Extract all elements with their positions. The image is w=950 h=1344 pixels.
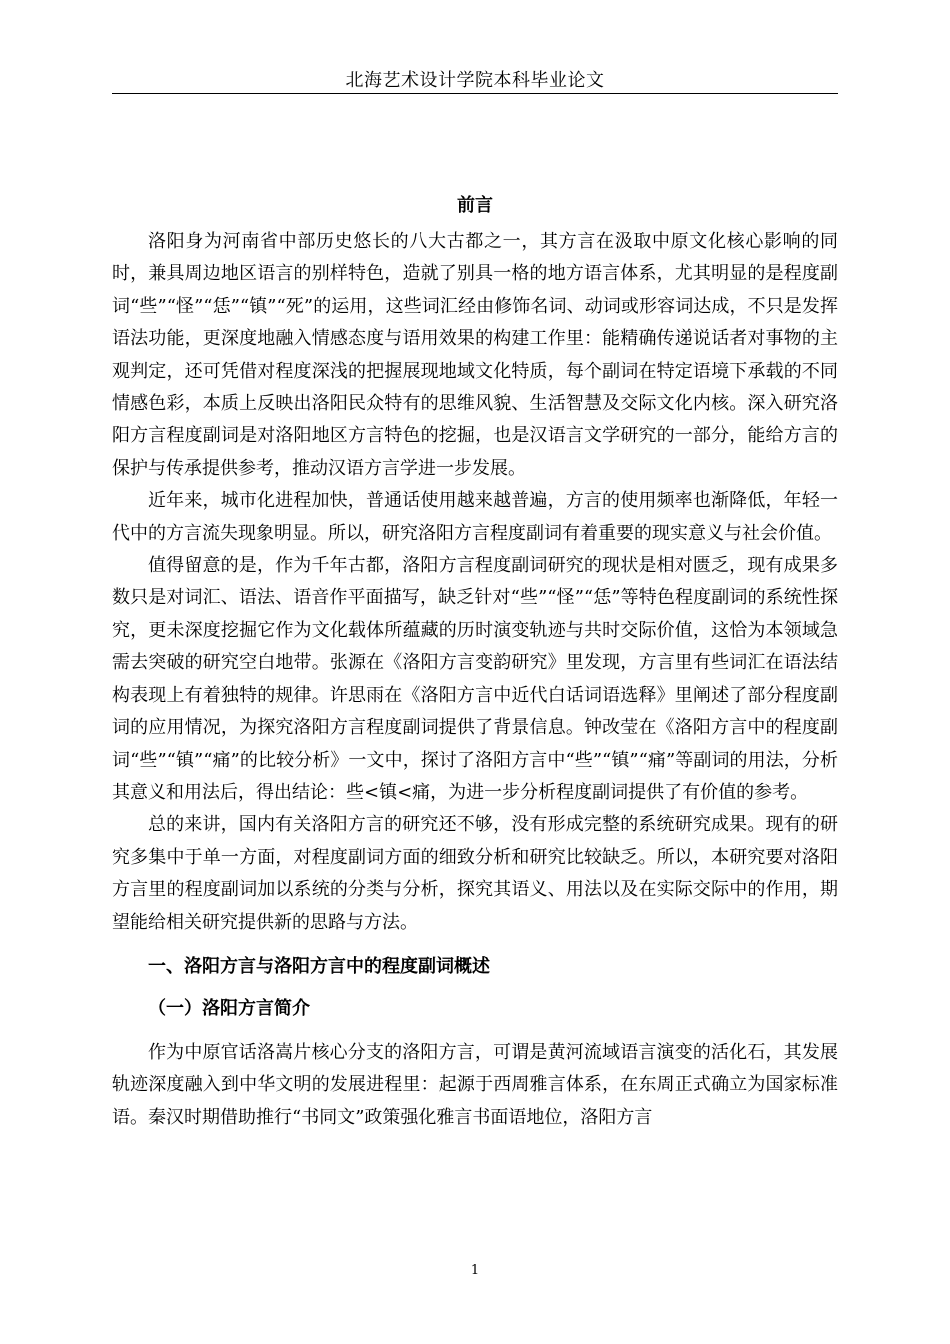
page-number: 1: [470, 1263, 480, 1278]
running-header: 北海艺术设计学院本科毕业论文: [345, 70, 605, 91]
header-rule: [112, 93, 838, 94]
preface-heading: 前言: [457, 195, 493, 216]
subsection-heading: （一）洛阳方言简介: [148, 997, 310, 1019]
preface-paragraph: 近年来，城市化进程加快，普通话使用越来越普遍，方言的使用频率也渐降低，年轻一代中的方言流失现象明显。所以，研究洛阳方言程度副词有着重要的现实意义与社会价值。: [112, 490, 838, 544]
preface-paragraph: 总的来讲，国内有关洛阳方言的研究还不够，没有形成完整的系统研究成果。现有的研究多集中于单一方面，对程度副词方面的细致分析和研究比较缺乏。所以，本研究要对洛阳方言里的程度副词加以系统的分类与分析，探究其语义、用法以及在实际交际中的作用，期望能给相关研究提供新的思路与方法。: [112, 814, 838, 933]
body-paragraph: 作为中原官话洛嵩片核心分支的洛阳方言，可谓是黄河流域语言演变的活化石，其发展轨迹深度融入到中华文明的发展进程里：起源于西周雅言体系，在东周正式确立为国家标准语。秦汉时期借助推行“书同文”政策强化雅言书面语地位，洛阳方言: [112, 1041, 838, 1128]
document-body: [112, 190, 838, 1134]
section-heading: 一、洛阳方言与洛阳方言中的程度副词概述: [148, 955, 490, 977]
preface-paragraph: 洛阳身为河南省中部历史悠长的八大古都之一，其方言在汲取中原文化核心影响的同时，兼具周边地区语言的别样特色，造就了别具一格的地方语言体系，尤其明显的是程度副词“些”“怪”“恁”“镇”“死”的运用，这些词汇经由修饰名词、动词或形容词达成，不只是发挥语法功能，更深度地融入情感态度与语用效果的构建工作里：能精确传递说话者对事物的主观判定，还可凭借对程度深浅的把握展现地域文化特质，每个副词在特定语境下承载的不同情感色彩，本质上反映出洛阳民众特有的思维风貌、生活智慧及交际文化内核。深入研究洛阳方言程度副词是对洛阳地区方言特色的挖掘，也是汉语言文学研究的一部分，能给方言的保护与传承提供参考，推动汉语方言学进一步发展。: [112, 231, 838, 479]
preface-paragraph: 值得留意的是，作为千年古都，洛阳方言程度副词研究的现状是相对匮乏，现有成果多数只是对词汇、语法、语音作平面描写，缺乏针对“些”“怪”“恁”等特色程度副词的系统性探究，更未深度挖掘它作为文化载体所蕴藏的历时演变轨迹与共时交际价值，这恰为本领域急需去突破的研究空白地带。张源在《洛阳方言变韵研究》里发现，方言里有些词汇在语法结构表现上有着独特的规律。许思雨在《洛阳方言中近代白话词语选释》里阐述了部分程度副词的应用情况，为探究洛阳方言程度副词提供了背景信息。钟改莹在《洛阳方言中的程度副词“些”“镇”“痛”的比较分析》一文中，探讨了洛阳方言中“些”“镇”“痛”等副词的用法，分析其意义和用法后，得出结论：些<镇<痛，为进一步分析程度副词提供了有价值的参考。: [112, 555, 838, 803]
